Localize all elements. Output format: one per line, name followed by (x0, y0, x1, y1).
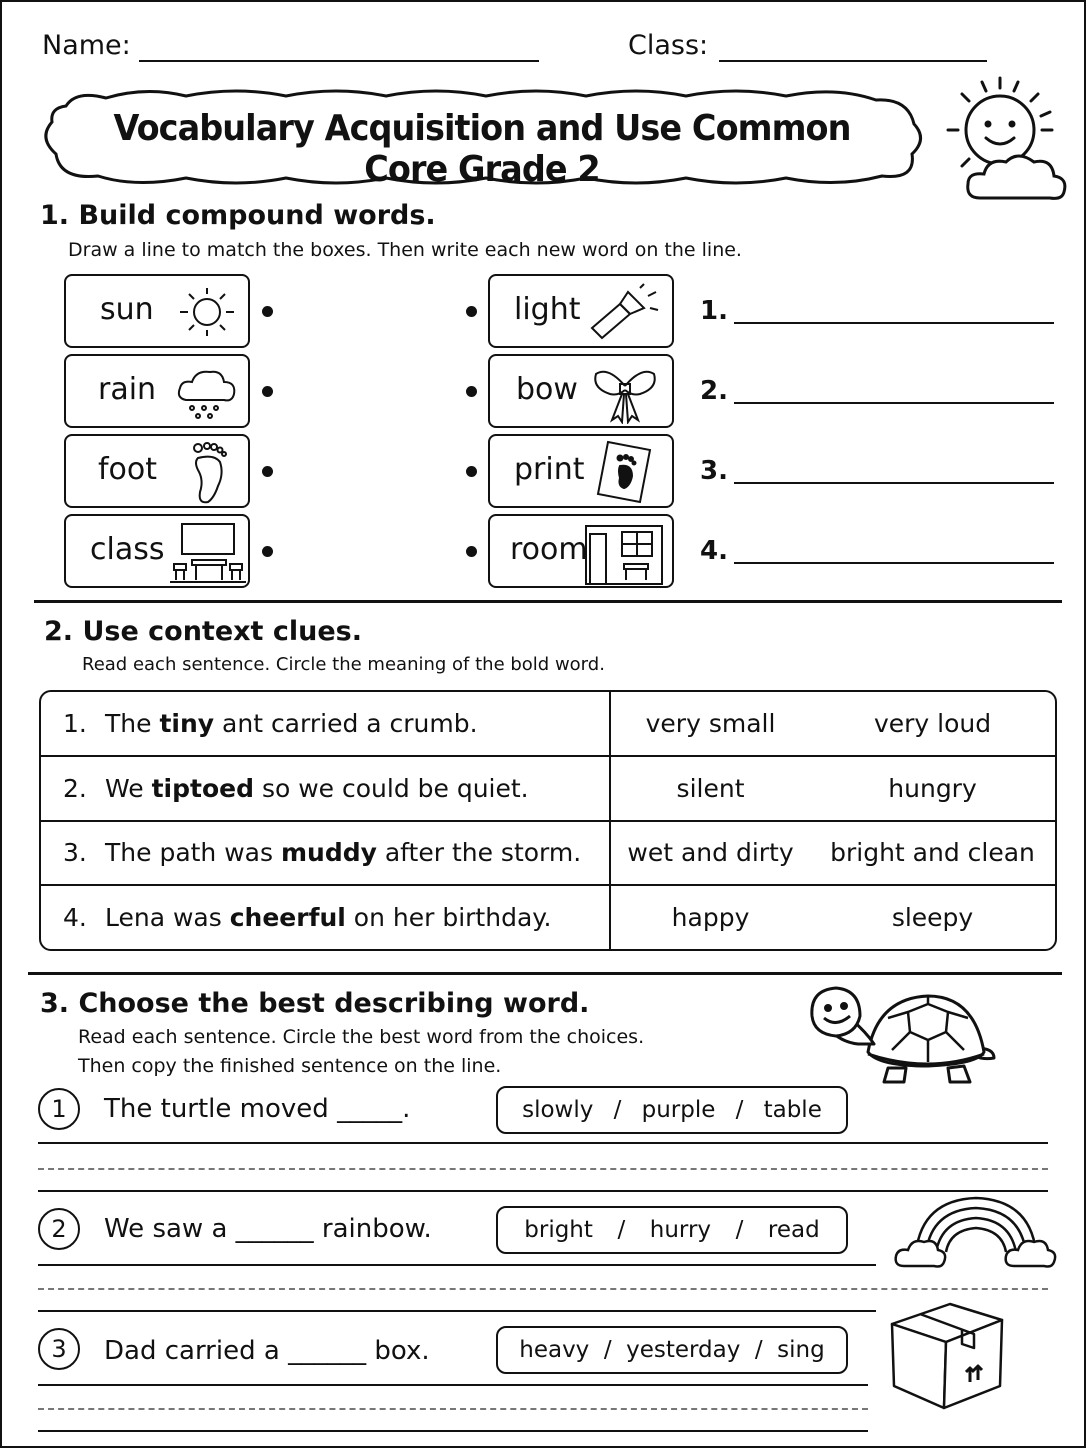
item-number-circle: 2 (38, 1208, 80, 1250)
choice-separator: / (603, 1337, 612, 1363)
sentence-text: Lena was (105, 902, 230, 932)
option-cell[interactable]: sleepy (891, 902, 974, 932)
sentence-cell (41, 692, 610, 756)
sentence-line (104, 1214, 432, 1244)
classroom-icon (168, 520, 248, 586)
word-label: light (514, 292, 581, 327)
choice-option[interactable]: bright (524, 1217, 593, 1243)
table-row (41, 885, 1055, 949)
sentence-text: on her birthday. (345, 902, 552, 932)
sun-icon (174, 284, 240, 340)
match-dot[interactable] (262, 306, 273, 317)
sentence-line (104, 1336, 430, 1366)
row-number: 2. (63, 773, 87, 803)
writing-line[interactable] (38, 1310, 876, 1312)
answer-line[interactable] (734, 482, 1054, 484)
choice-option[interactable]: purple (641, 1097, 716, 1123)
word-box-class[interactable] (64, 514, 250, 588)
choice-option[interactable]: yesterday (626, 1337, 741, 1363)
section3-instructions: Then copy the finished sentence on the line. (78, 1055, 502, 1077)
row-number: 4. (63, 902, 87, 932)
choice-option[interactable]: sing (777, 1337, 825, 1363)
choice-separator: / (754, 1337, 763, 1363)
answer-line[interactable] (734, 402, 1054, 404)
choice-separator: / (617, 1217, 626, 1243)
answer-number: 4. (700, 536, 728, 566)
blank[interactable]: ______ (235, 1214, 314, 1244)
sentence-text: Dad carried a (104, 1336, 280, 1366)
box-icon (886, 1298, 1008, 1414)
section2-instructions: Read each sentence. Circle the meaning of the bold word. (82, 654, 605, 675)
match-dot[interactable] (262, 386, 273, 397)
match-dot[interactable] (466, 466, 477, 477)
section-divider (34, 600, 1062, 603)
choice-separator: / (613, 1097, 622, 1123)
writing-guide-dashed (38, 1288, 1048, 1290)
answer-number: 1. (700, 296, 728, 326)
row-number: 1. (63, 709, 87, 739)
sentence-text: so we could be quiet. (254, 773, 529, 803)
match-dot[interactable] (262, 466, 273, 477)
word-label: foot (98, 452, 158, 487)
writing-line[interactable] (38, 1142, 1048, 1144)
item-number-circle: 1 (38, 1088, 80, 1130)
sentence-text: The (105, 709, 160, 739)
item-number-circle: 3 (38, 1328, 80, 1370)
table-row (41, 692, 1055, 756)
choice-option[interactable]: slowly (522, 1097, 594, 1123)
word-label: room (510, 532, 588, 567)
word-box-foot[interactable] (64, 434, 250, 508)
word-box-room[interactable] (488, 514, 674, 588)
bow-icon (590, 364, 660, 424)
sentence-text: after the storm. (376, 838, 582, 868)
context-clues-table (39, 690, 1057, 951)
answer-number: 3. (700, 456, 728, 486)
option-cell[interactable]: very loud (810, 692, 1055, 756)
choice-option[interactable]: table (763, 1097, 822, 1123)
word-label: print (514, 452, 585, 487)
match-dot[interactable] (466, 386, 477, 397)
word-box-print[interactable] (488, 434, 674, 508)
footprint-icon (184, 440, 234, 506)
sentence-cell (41, 756, 610, 820)
name-line[interactable] (139, 60, 539, 62)
match-dot[interactable] (262, 546, 273, 557)
writing-line[interactable] (38, 1264, 876, 1266)
choice-separator: / (735, 1097, 744, 1123)
word-box-rain[interactable] (64, 354, 250, 428)
option-cell[interactable]: wet and dirty (610, 821, 810, 885)
title-banner (36, 84, 928, 190)
row-number: 3. (63, 838, 87, 868)
answer-line[interactable] (734, 322, 1054, 324)
word-box-light[interactable] (488, 274, 674, 348)
sentence-text: . (402, 1094, 411, 1124)
writing-line[interactable] (38, 1430, 868, 1432)
section1-instructions: Draw a line to match the boxes. Then write each new word on the line. (68, 239, 742, 261)
blank[interactable]: ______ (288, 1336, 367, 1366)
section3-title: 3. Choose the best describing word. (40, 988, 590, 1019)
class-line[interactable] (719, 60, 987, 62)
class-label: Class: (628, 30, 709, 61)
writing-guide-dashed (38, 1408, 868, 1410)
sentence-text: rainbow. (321, 1214, 432, 1244)
choice-option[interactable]: heavy (519, 1337, 590, 1363)
bold-word: tiptoed (151, 773, 254, 803)
word-label: rain (98, 372, 157, 407)
section-divider (28, 972, 1062, 975)
word-box-bow[interactable] (488, 354, 674, 428)
sentence-line (104, 1094, 410, 1124)
option-cell[interactable]: silent (610, 756, 810, 820)
blank[interactable]: _____ (337, 1094, 403, 1124)
page-title: Vocabulary Acquisition and Use Common Core Grade 2 (113, 108, 851, 190)
writing-guide-dashed (38, 1168, 1048, 1170)
sentence-text: The turtle moved (104, 1094, 329, 1124)
match-dot[interactable] (466, 546, 477, 557)
sentence-cell (41, 885, 610, 949)
sentence-cell (41, 821, 610, 885)
name-label: Name: (42, 30, 131, 61)
option-cell[interactable]: bright and clean (810, 821, 1055, 885)
bold-word: cheerful (229, 902, 346, 932)
sentence-text: box. (374, 1336, 430, 1366)
choice-separator: / (735, 1217, 744, 1243)
answer-line[interactable] (734, 562, 1054, 564)
word-box-sun[interactable] (64, 274, 250, 348)
match-dot[interactable] (466, 306, 477, 317)
choice-option[interactable]: hurry (649, 1217, 712, 1243)
table-row (41, 756, 1055, 820)
footprint-card-icon (594, 440, 654, 506)
choices-box (496, 1086, 848, 1134)
choice-option[interactable]: read (767, 1217, 820, 1243)
writing-line[interactable] (38, 1384, 868, 1386)
choices-box (496, 1326, 848, 1374)
room-icon (584, 520, 666, 586)
option-cell[interactable]: very small (610, 692, 810, 756)
flashlight-icon (586, 282, 664, 342)
turtle-icon (808, 982, 998, 1086)
bold-word: tiny (159, 709, 215, 739)
word-label: sun (100, 292, 154, 327)
sentence-text: The path was (105, 838, 281, 868)
table-row (41, 821, 1055, 885)
rain-cloud-icon (174, 364, 240, 424)
word-label: class (90, 532, 165, 567)
sun-cloud-icon (942, 70, 1072, 210)
sentence-text: We (105, 773, 152, 803)
answer-number: 2. (700, 376, 728, 406)
section1-title: 1. Build compound words. (40, 200, 436, 231)
choices-box (496, 1206, 848, 1254)
rainbow-icon (892, 1190, 1060, 1274)
sentence-text: ant carried a crumb. (214, 709, 478, 739)
sentence-text: We saw a (104, 1214, 228, 1244)
option-cell[interactable]: happy (671, 902, 750, 932)
section3-instructions: Read each sentence. Circle the best word from the choices. (78, 1026, 645, 1048)
section2-title: 2. Use context clues. (44, 616, 362, 647)
option-cell[interactable]: hungry (810, 756, 1055, 820)
bold-word: muddy (280, 838, 377, 868)
word-label: bow (516, 372, 578, 407)
